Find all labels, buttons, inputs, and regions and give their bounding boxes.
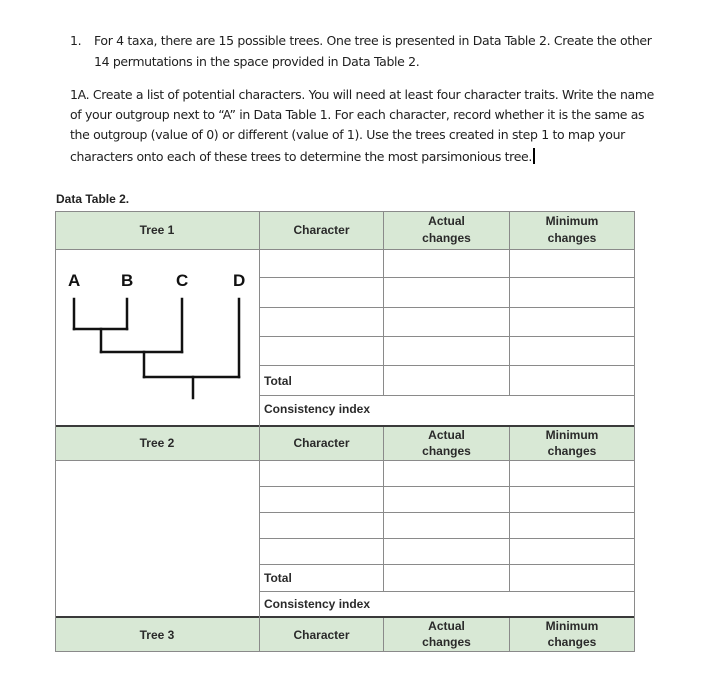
tree1-actual-changes-header: Actual changes: [422, 214, 471, 245]
tree2-character-header: Character: [293, 436, 350, 451]
item1-number: 1.: [70, 33, 82, 48]
tree2-total-label: Total: [264, 571, 292, 585]
tree1-minimum-changes-header: Minimum changes: [545, 214, 599, 245]
item1a-text-line2: of your outgroup next to “A” in Data Table 1. For each character, record whether it is the same as: [70, 107, 645, 122]
tree2-actual-changes-header: Actual changes: [422, 427, 471, 458]
item1a-text-line1: 1A. Create a list of potential characters. You will need at least four character traits. Write the name: [70, 87, 655, 102]
tree1-total-label: Total: [264, 374, 292, 388]
taxon-a-label: A: [68, 271, 81, 290]
tree2-minimum-changes-header: Minimum changes: [545, 427, 599, 458]
taxon-c-label: C: [176, 271, 189, 290]
taxon-d-label: D: [233, 271, 246, 290]
tree1-title: Tree 1: [139, 222, 175, 237]
tree1-branches: [55, 211, 259, 425]
tree3-minimum-changes-header: Minimum changes: [545, 619, 599, 649]
item1a-text-line4[interactable]: characters onto each of these trees to determine the most parsimonious tree.: [70, 148, 535, 164]
tree3-title: Tree 3: [139, 627, 175, 642]
taxon-b-label: B: [121, 271, 134, 290]
tree1-character-header: Character: [293, 222, 350, 237]
table-caption: Data Table 2.: [56, 192, 130, 206]
tree1-consistency-index-label: Consistency index: [264, 402, 371, 416]
tree3-character-header: Character: [293, 627, 350, 642]
tree2-title: Tree 2: [139, 436, 175, 451]
text-cursor: [533, 148, 535, 164]
item1-text-line1: For 4 taxa, there are 15 possible trees. One tree is presented in Data Table 2. Create the other: [94, 33, 652, 48]
tree2-consistency-index-label: Consistency index: [264, 597, 371, 611]
item1a-text-line3: the outgroup (value of 0) or different (value of 1). Use the trees created in step 1 to map your: [70, 127, 625, 142]
tree3-actual-changes-header: Actual changes: [422, 619, 471, 649]
item1-text-line2: 14 permutations in the space provided in Data Table 2.: [94, 54, 420, 69]
data-table-2: [55, 211, 635, 652]
